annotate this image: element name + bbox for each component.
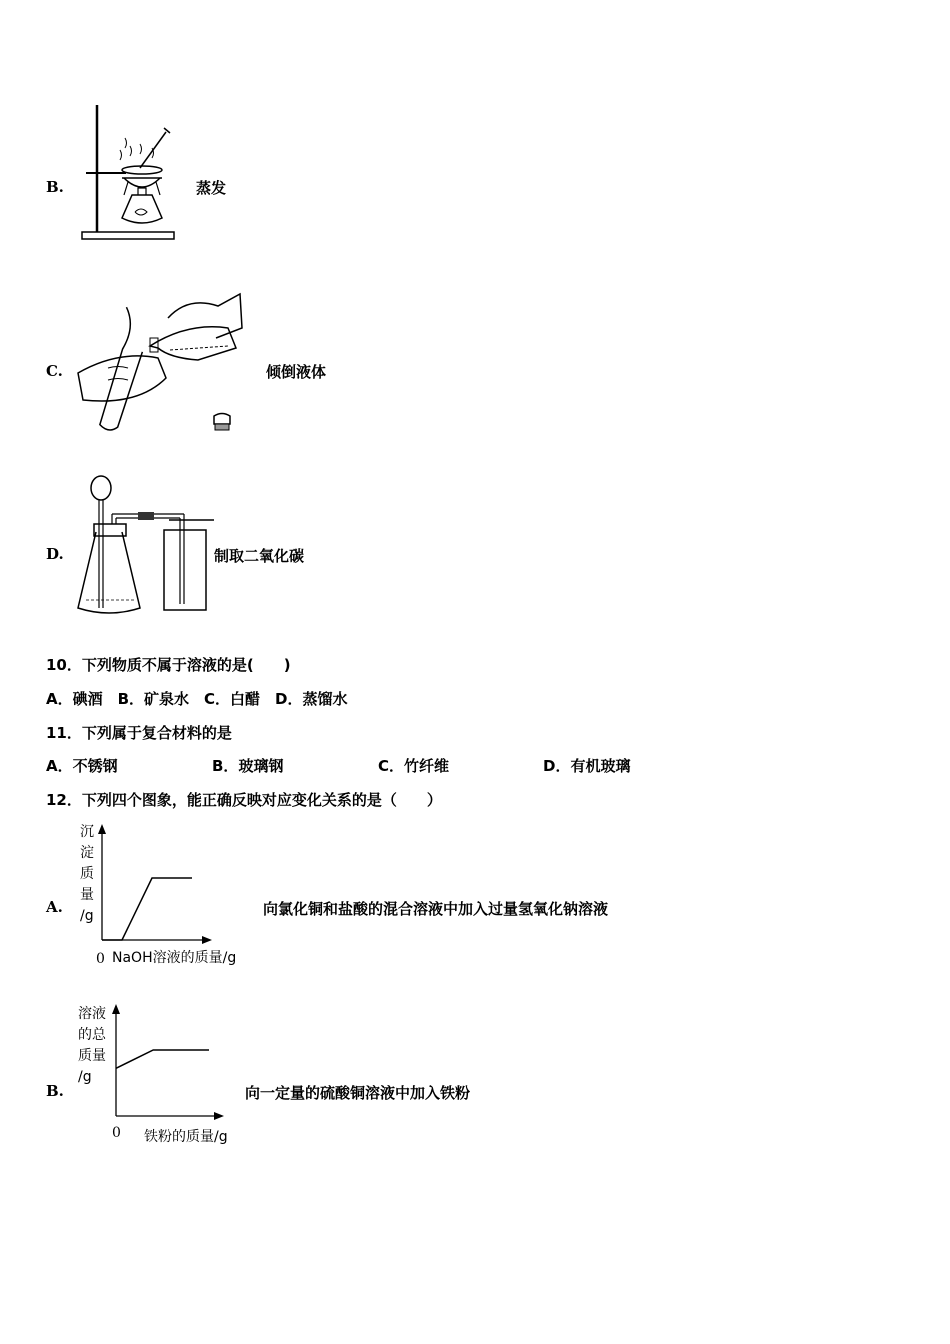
option-b-text: 蒸发 — [196, 179, 227, 197]
chart-a-series-line — [102, 878, 192, 940]
chart-a-y-label-line: 质 — [80, 866, 94, 882]
pouring-liquid-illustration — [78, 288, 248, 438]
q11-option-d: D．有机玻璃 — [543, 757, 631, 775]
chart-a-x-label: NaOH溶液的质量/g — [112, 950, 237, 966]
q12-option-b-label: B. — [46, 1082, 64, 1100]
co2-apparatus-illustration — [74, 468, 219, 620]
chart-a-y-label-line: 淀 — [80, 845, 94, 861]
chart-a-x-arrow — [202, 936, 212, 944]
chart-b-series-line — [116, 1050, 209, 1068]
q12-stem: 12．下列四个图象，能正确反映对应变化关系的是（ ） — [46, 791, 442, 809]
chart-b-x-label: 铁粉的质量/g — [144, 1129, 228, 1145]
chart-b-y-label-line: 溶液 — [78, 1006, 106, 1022]
option-d-text: 制取二氧化碳 — [214, 547, 305, 565]
q11-option-a: A．不锈钢 — [46, 757, 118, 775]
chart-b-y-label-line: /g — [78, 1069, 92, 1085]
chart-a-y-label-line: 量 — [80, 887, 94, 903]
q11-option-b: B．玻璃钢 — [212, 757, 284, 775]
evaporation-apparatus-illustration — [80, 100, 180, 245]
chart-b-y-label-line: 质量 — [78, 1048, 106, 1064]
q10-stem: 10．下列物质不属于溶液的是( ) — [46, 656, 291, 674]
q12-chart-a — [76, 820, 276, 970]
chart-a-y-label — [80, 824, 94, 924]
q12-option-a-label: A. — [46, 898, 63, 916]
q11-option-c: C．竹纤维 — [378, 757, 450, 775]
chart-a-y-label-line: /g — [80, 908, 94, 924]
option-d-label: D. — [46, 545, 64, 563]
chart-b-y-label-line: 的总 — [78, 1027, 106, 1043]
chart-a-y-label-line: 沉 — [80, 824, 94, 840]
q12-option-b-text: 向一定量的硫酸铜溶液中加入铁粉 — [245, 1084, 471, 1102]
chart-a-y-arrow — [98, 824, 106, 834]
chart-b-origin: 0 — [112, 1125, 121, 1141]
chart-b-x-arrow — [214, 1112, 224, 1120]
q12-option-a-text: 向氯化铜和盐酸的混合溶液中加入过量氢氧化钠溶液 — [263, 900, 609, 918]
option-b-label: B. — [46, 178, 64, 196]
q11-stem: 11．下列属于复合材料的是 — [46, 724, 232, 742]
chart-a-origin: 0 — [96, 951, 105, 967]
option-c-text: 倾倒液体 — [266, 363, 327, 381]
q10-options: A．碘酒 B．矿泉水 C．白醋 D．蒸馏水 — [46, 690, 348, 708]
option-c-label: C. — [46, 362, 63, 380]
q12-chart-b — [76, 1000, 276, 1150]
chart-b-y-label — [78, 1005, 107, 1085]
chart-b-y-arrow — [112, 1004, 120, 1014]
